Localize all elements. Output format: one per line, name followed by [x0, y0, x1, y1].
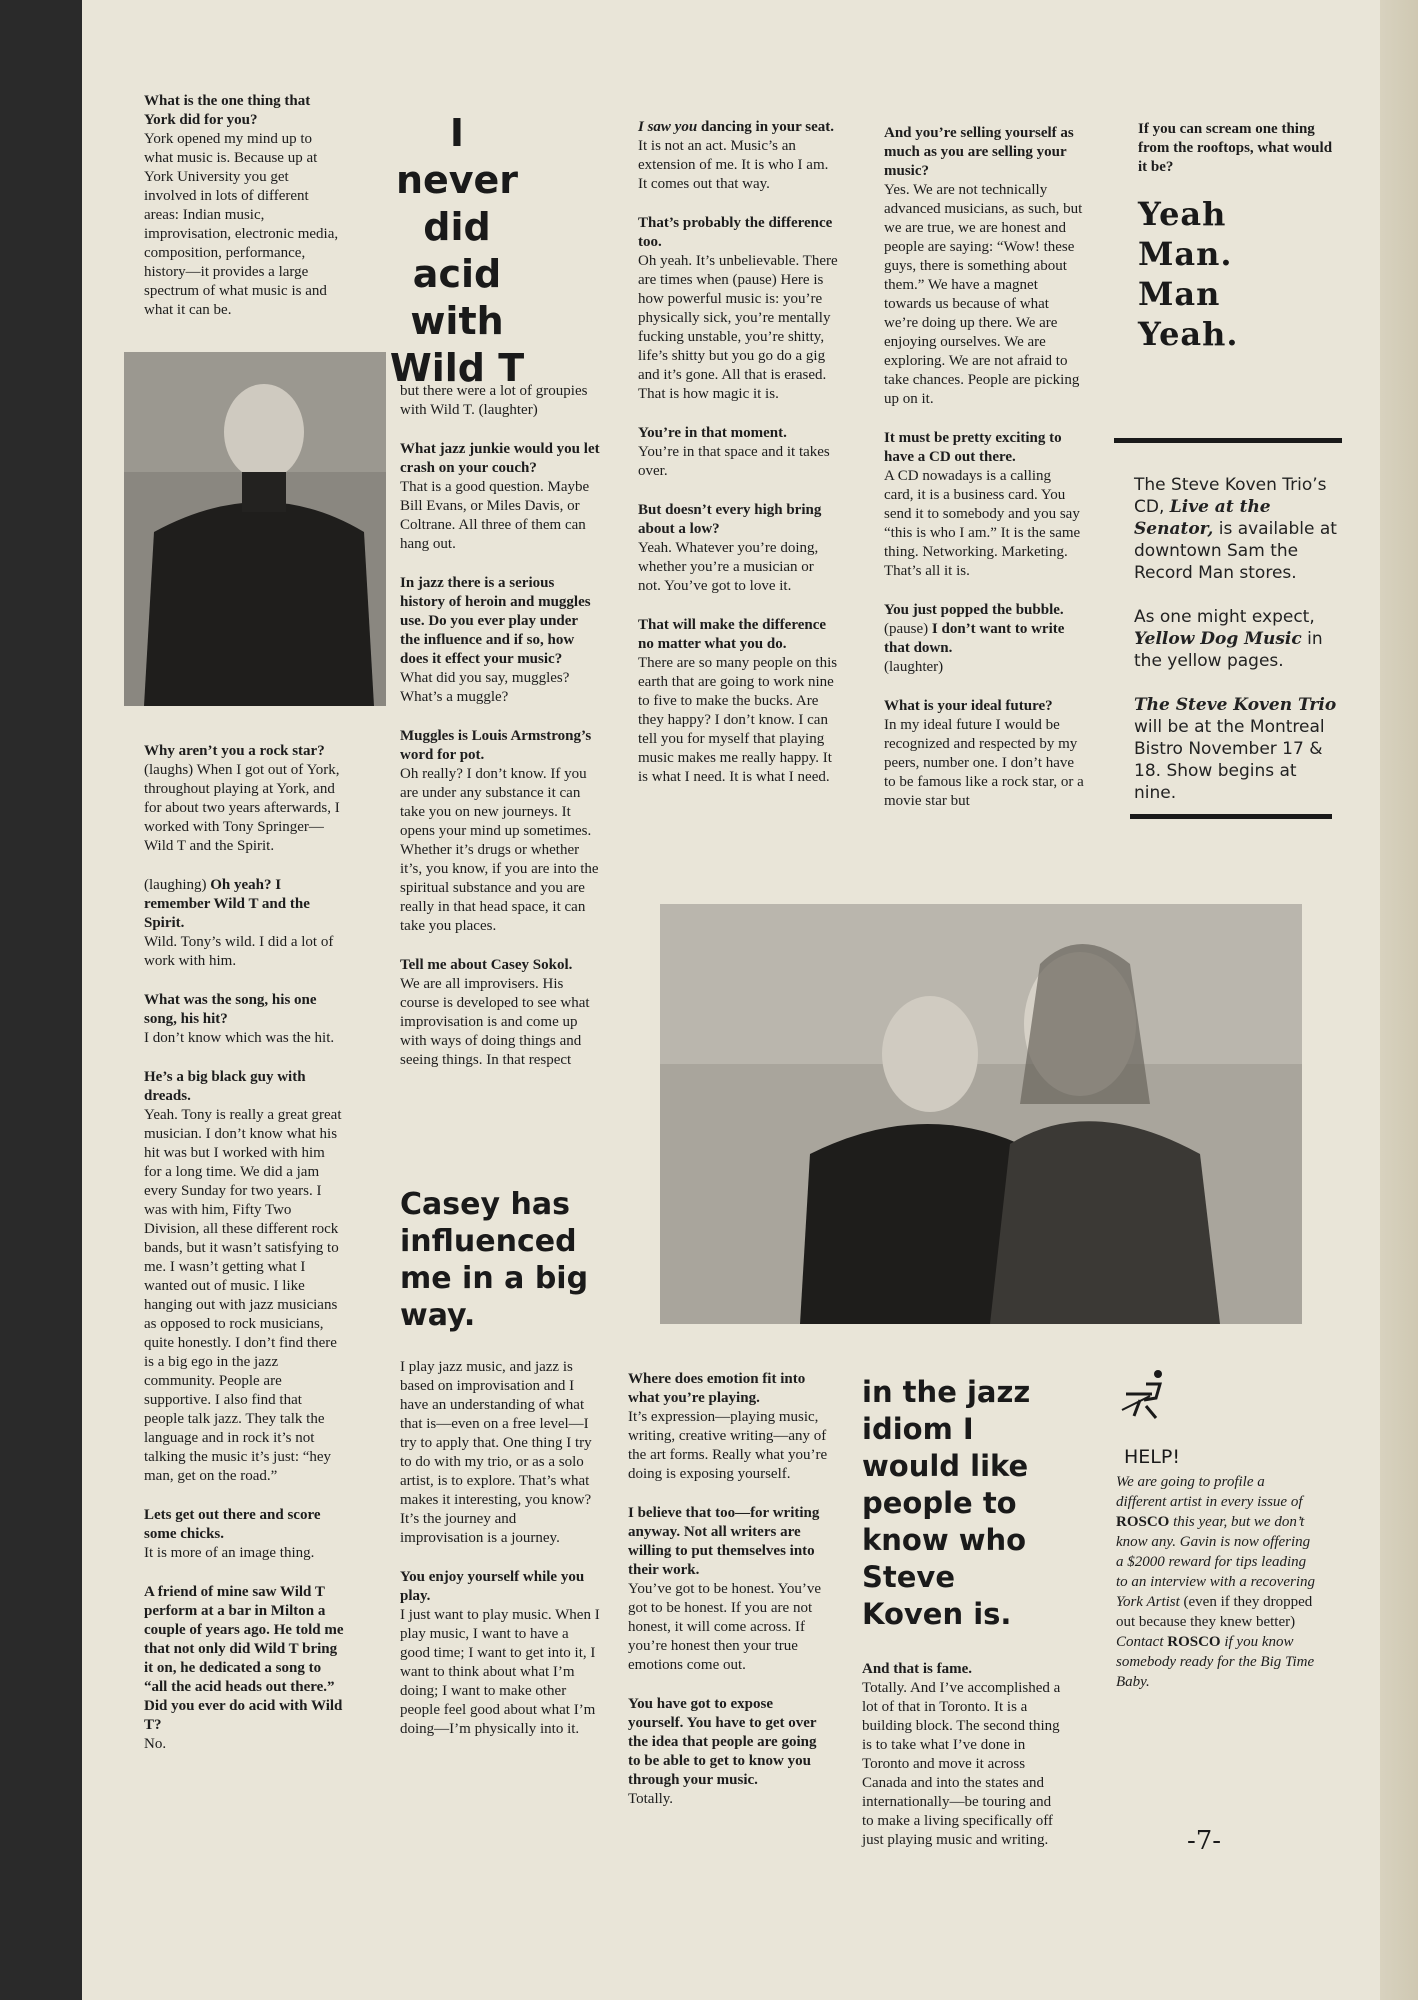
answer: Totally. — [628, 1791, 674, 1807]
question-italic: I saw you — [638, 119, 698, 135]
question: You’re in that moment. — [638, 425, 787, 441]
answer: Yeah. Tony is really a great great musician. I don’t know what his hit was but I worked with him for a long time. We did a jam every Sunday for two years. I was with him, Fifty Two Division, all these different rock bands, but it wasn’t satisfying to me. I wasn’t getting what I wanted out of music. I like hanging out with jazz musicians as opposed to rock musicians, quite honestly. I don’t find there is a big ego in the jazz community. People are supportive. I also find that people talk jazz. They talk the language and in rock it’s not talking the music it’s just: “hey man, get on the road.” — [144, 1107, 342, 1484]
question: And you’re selling yourself as much as you are selling your music? — [884, 125, 1074, 179]
answer: There are so many people on this earth that are going to work nine to five to make the bucks. Are they happy? I don’t know. I can tell you for myself that playing music makes me really happy. It is what I need. It is what I need. — [638, 655, 838, 785]
question: Muggles is Louis Armstrong’s word for pot. — [400, 728, 592, 763]
answer: No. — [144, 1736, 167, 1752]
cd-title: Live at the Senator, — [1134, 497, 1271, 539]
question: Oh yeah? I remember Wild T and the Spirit. — [144, 877, 310, 931]
question: What jazz junkie would you let crash on your couch? — [400, 441, 600, 476]
answer: (laughter) — [884, 659, 944, 675]
answer: I don’t know which was the hit. — [144, 1030, 335, 1046]
question: In jazz there is a serious history of heroin and muggles use. Do you ever play under the influence and if so, how does it effect your music? — [400, 575, 591, 667]
question: I believe that too—for writing anyway. Not all writers are willing to put themselves into their work. — [628, 1505, 820, 1578]
answer: In my ideal future I would be recognized and respected by my peers, number one. I don’t have to be famous like a rock star, or a movie star but — [884, 717, 1084, 809]
answer: That is a good question. Maybe Bill Evans, or Miles Davis, or Coltrane. All three of them can hang out. — [400, 479, 590, 552]
sidebar-info: The Steve Koven Trio’s CD, Live at the Senator, is available at downtown Sam the Record Man stores. As one might expect, Yellow Dog Music in the yellow pages. The Steve Koven Trio will be at the Montreal Bistro November 17 & 18. Show begins at nine. — [1134, 475, 1337, 803]
question: If you can scream one thing from the rooftops, what would it be? — [1138, 121, 1333, 175]
question: And that is fame. — [862, 1661, 973, 1677]
pull-quote-acid: I never did acid with Wild T — [389, 111, 525, 390]
question: Lets get out there and score some chicks. — [144, 1507, 321, 1542]
divider-rule — [1130, 814, 1332, 819]
question: Why aren’t you a rock star? — [144, 743, 325, 759]
answer: (laughs) When I got out of York, throughout playing at York, and for about two years afterwards, I worked with Tony Springer—Wild T and the Spirit. — [144, 762, 340, 854]
photo-portrait-graphic — [124, 352, 386, 706]
answer: You’re in that space and it takes over. — [638, 444, 830, 479]
answer: Oh yeah. It’s unbelievable. There are times when (pause) Here is how powerful music is: you’re physically sick, you’re mentally fucking unstable, you’re shitty, life’s shitty but you go do a gig and it’s gone. All that is erased. That is how magic it is. — [638, 253, 838, 402]
column-2-top — [400, 382, 600, 1090]
answer: Totally. And I’ve accomplished a lot of that in Toronto. It is a building block. The second thing is to take what I’ve done in Toronto and move it across Canada and into the states and internationally—be touring and to make a living specifically off just playing music and writing. — [862, 1680, 1061, 1848]
answer: You’ve got to be honest. You’ve got to be honest. If you are not honest, it will come across. If you’re honest then your true emotions come out. — [628, 1581, 822, 1673]
question: What is the one thing that York did for you? — [144, 93, 311, 128]
pull-quote-casey: Casey has influenced me in a big way. — [400, 1187, 589, 1333]
question: Tell me about Casey Sokol. — [400, 957, 573, 973]
photo-steve-koven — [124, 352, 386, 706]
answer: Yeah. Whatever you’re doing, whether you’re a musician or not. You’ve got to love it. — [638, 540, 819, 594]
question: A friend of mine saw Wild T perform at a bar in Milton a couple of years ago. He told me that not only did Wild T bring it on, he dedicated a song to “all the acid heads out there.” Did you ever do acid with Wild T? — [144, 1584, 344, 1733]
help-text: We are going to profile a different artist in every issue of ROSCO this year, but we don’t know any. Gavin is now offering a $2000 reward for tips leading to an interview with a recovering York Artist (even if they dropped out because they knew better) Contact ROSCO if you know somebody ready for the Big Time Baby. — [1116, 1474, 1315, 1690]
figure-at-desk-icon — [1116, 1366, 1176, 1426]
question: It must be pretty exciting to have a CD out there. — [884, 430, 1062, 465]
answer: We are all improvisers. His course is developed to see what improvisation is and come up with ways of doing things and seeing things. In that respect — [400, 976, 590, 1068]
column-3-bottom — [628, 1370, 828, 1829]
answer: A CD nowadays is a calling card, it is a business card. You send it to somebody and you say “this is who I am.” It is the same thing. Networking. Marketing. That’s all it is. — [884, 468, 1081, 579]
answer: Yes. We are not technically advanced musicians, as such, but we are true, we are honest and people are saying: “Wow! these guys, there is something about them.” We have a magnet towards us because of what we’re doing up there. We are enjoying ourselves. We are exploring. We are not afraid to take chances. People are picking up on it. — [884, 182, 1083, 407]
photo-group-graphic — [660, 904, 1302, 1324]
answer: I play jazz music, and jazz is based on improvisation and I have an understanding of what that is—even on a free level—I try to apply that. One thing I try to do with my trio, or as a solo artist, is to explore. That’s what makes it interesting, you know? It’s the journey and improvisation is a journey. — [400, 1359, 592, 1546]
page-edge — [1380, 0, 1418, 2000]
question: Where does emotion fit into what you’re playing. — [628, 1371, 806, 1406]
question: You enjoy yourself while you play. — [400, 1569, 585, 1604]
page-number: -7- — [1186, 1826, 1222, 1856]
column-1-top — [144, 92, 344, 340]
show-title: The Steve Koven Trio — [1134, 695, 1337, 715]
rosco-name: ROSCO — [1116, 1514, 1170, 1530]
question: You have got to expose yourself. You have to get over the idea that people are going to be able to get to know you through your music. — [628, 1696, 817, 1788]
answer: I just want to play music. When I play music, I want to have a good time; I want to get into it, I want to think about what I’m doing; I want to make other people feel good about what I’m doing—I’m physically into it. — [400, 1607, 600, 1737]
column-4-bottom — [862, 1660, 1062, 1870]
question: That’s probably the difference too. — [638, 215, 833, 250]
yellow-dog-music: Yellow Dog Music — [1134, 629, 1302, 649]
help-title: HELP! — [1124, 1446, 1180, 1468]
pull-quote-jazz-idiom: in the jazz idiom I would like people to know who Steve Koven is. — [862, 1375, 1031, 1631]
photo-band-members — [660, 904, 1302, 1324]
answer: What did you say, muggles? What’s a muggle? — [400, 670, 570, 705]
column-5-question — [1138, 120, 1338, 197]
divider-rule — [1114, 438, 1342, 443]
question: But doesn’t every high bring about a low? — [638, 502, 822, 537]
question: He’s a big black guy with dreads. — [144, 1069, 306, 1104]
answer: Wild. Tony’s wild. I did a lot of work with him. — [144, 934, 334, 969]
column-3-top — [638, 118, 838, 807]
question: That will make the difference no matter what you do. — [638, 617, 827, 652]
answer: It is not an act. Music’s an extension of me. It is who I am. It comes out that way. — [638, 138, 829, 192]
question: You just popped the bubble. — [884, 602, 1064, 618]
question: What was the song, his one song, his hit? — [144, 992, 317, 1027]
column-4-top — [884, 124, 1084, 831]
question: What is your ideal future? — [884, 698, 1053, 714]
stage-direction: (pause) — [884, 621, 929, 637]
column-2-bottom — [400, 1358, 600, 1759]
rooftop-answer: Yeah Man. Man Yeah. — [1138, 195, 1239, 353]
answer: but there were a lot of groupies with Wild T. (laughter) — [400, 383, 588, 418]
stage-direction: (laughing) — [144, 877, 207, 893]
rosco-name: ROSCO — [1167, 1634, 1221, 1650]
answer: York opened my mind up to what music is. Because up at York University you get involved in lots of different areas: Indian music, improvisation, electronic media, composition, performance, history—it provides a large spectrum of what music is and what it can be. — [144, 131, 339, 318]
answer: Oh really? I don’t know. If you are under any substance it can take you on new journeys. It opens your mind up sometimes. Whether it’s drugs or whether it’s, you know, if you are into the spiritual substance and you are really in that head space, it can take you places. — [400, 766, 599, 934]
answer: It’s expression—playing music, writing, creative writing—any of the art forms. Really what you’re doing is exposing yourself. — [628, 1409, 828, 1482]
column-1-body — [144, 742, 344, 1774]
question: I don’t want to write that down. — [884, 621, 1065, 656]
answer: It is more of an image thing. — [144, 1545, 315, 1561]
newspaper-page — [82, 0, 1418, 2000]
question: dancing in your seat. — [700, 119, 835, 135]
